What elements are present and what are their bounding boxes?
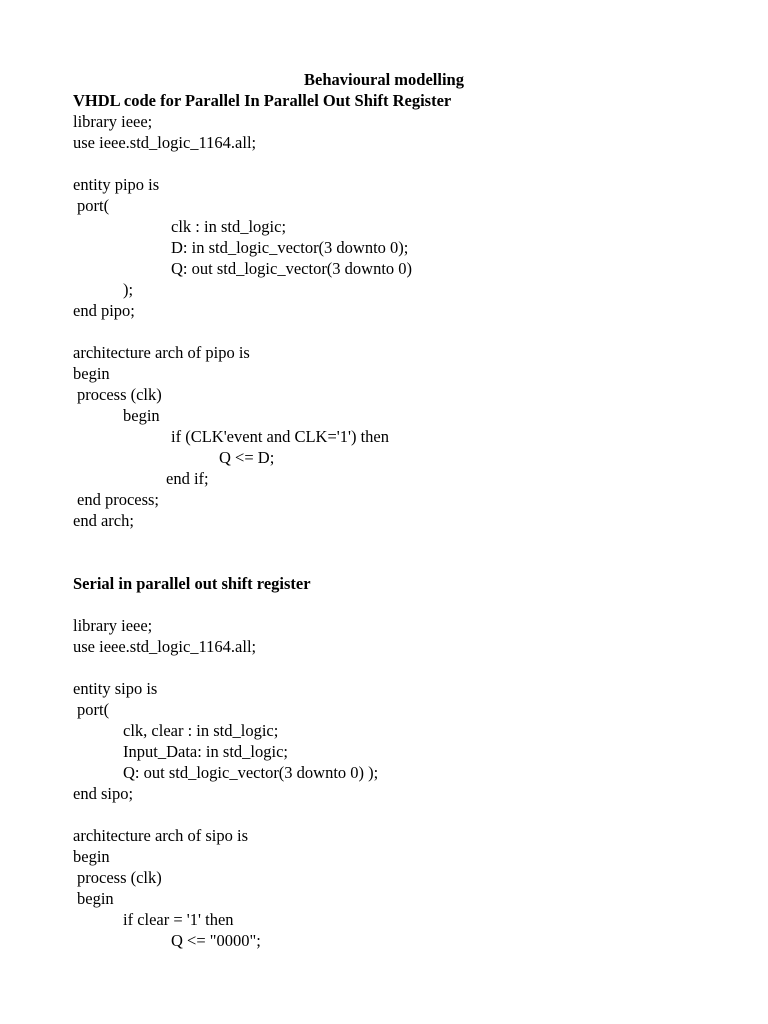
code-line: begin xyxy=(73,364,110,383)
code-line: library ieee; xyxy=(73,616,153,635)
code-line: port( xyxy=(77,700,110,719)
sipo-heading: Serial in parallel out shift register xyxy=(73,574,311,593)
code-line: process (clk) xyxy=(77,868,162,887)
code-line: use ieee.std_logic_1164.all; xyxy=(73,637,257,656)
code-line: architecture arch of pipo is xyxy=(73,343,250,362)
code-line: Input_Data: in std_logic; xyxy=(123,742,288,761)
code-line: ); xyxy=(123,280,134,299)
code-line: D: in std_logic_vector(3 downto 0); xyxy=(171,238,409,257)
code-line: begin xyxy=(73,847,110,866)
code-line: process (clk) xyxy=(77,385,162,404)
code-line: end sipo; xyxy=(73,784,134,803)
code-line: port( xyxy=(77,196,110,215)
code-line: end arch; xyxy=(73,511,134,530)
code-line: library ieee; xyxy=(73,112,153,131)
code-line: Q: out std_logic_vector(3 downto 0) xyxy=(171,259,413,278)
code-line: Q <= "0000"; xyxy=(171,931,261,950)
code-line: architecture arch of sipo is xyxy=(73,826,249,845)
code-line: clk, clear : in std_logic; xyxy=(123,721,279,740)
code-line: entity sipo is xyxy=(73,679,158,698)
code-line: begin xyxy=(77,889,114,908)
code-line: end if; xyxy=(166,469,209,488)
code-line: end pipo; xyxy=(73,301,135,320)
code-line: if clear = '1' then xyxy=(123,910,234,929)
code-line: entity pipo is xyxy=(73,175,160,194)
pipo-heading: VHDL code for Parallel In Parallel Out Shift Register xyxy=(73,91,452,110)
code-line: begin xyxy=(123,406,160,425)
code-line: clk : in std_logic; xyxy=(171,217,287,236)
code-line: Q <= D; xyxy=(219,448,275,467)
page-title: Behavioural modelling xyxy=(304,70,464,89)
code-line: end process; xyxy=(77,490,160,509)
code-line: if (CLK'event and CLK='1') then xyxy=(171,427,390,446)
code-line: Q: out std_logic_vector(3 downto 0) ); xyxy=(123,763,379,782)
code-line: use ieee.std_logic_1164.all; xyxy=(73,133,257,152)
